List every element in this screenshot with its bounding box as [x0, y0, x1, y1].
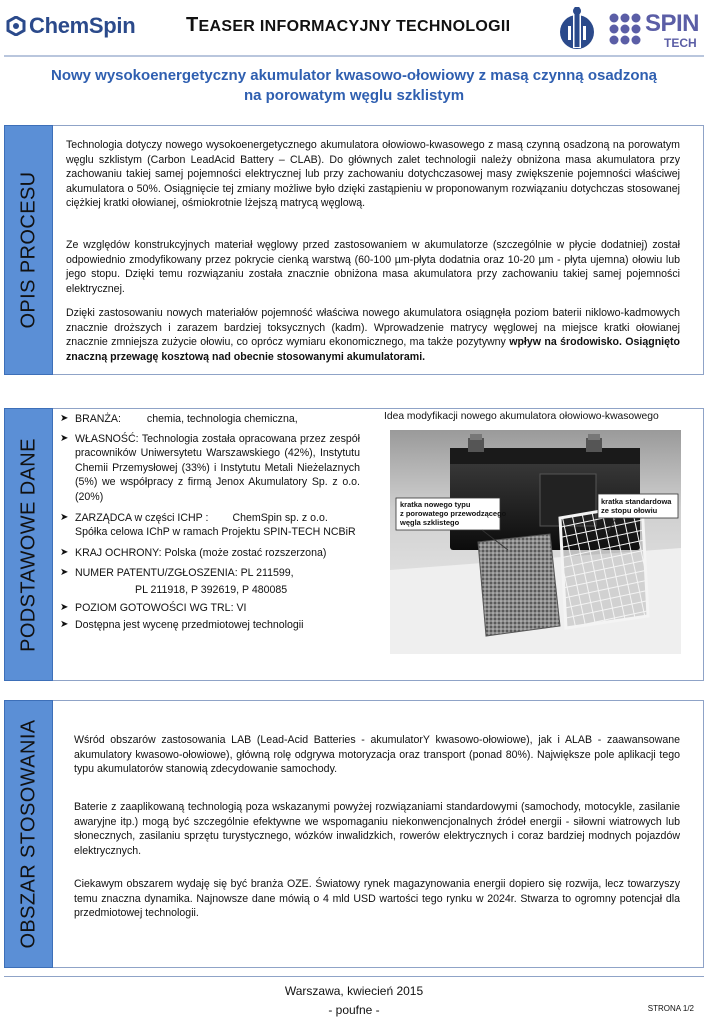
subtitle-line-1: Nowy wysokoenergetyczny akumulator kwasowo-ołowiowy z masą czynną osadzoną — [51, 67, 657, 84]
spin-brand: SPIN — [645, 10, 700, 37]
basic-data-list — [60, 412, 360, 639]
opis-p3-text: Dzięki zastosowaniu nowych materiałów pojemność właściwa nowego akumulatora osiągnęła poziom baterii niklowo-kadmowych znacznie droższych i zarazem bardziej toksycznych (kadm). Wprowadzenie matrycy węglowej na miejsce kratki ołowianej znacznie zmniejsza zużycie ołowiu, co oprócz wymiaru ekonomicznego, ma także pozytywny — [66, 307, 680, 349]
battery-photo — [390, 430, 681, 654]
section-label-dane: PODSTAWOWE DANE — [17, 437, 39, 652]
footer-confidential: - poufne - — [328, 1003, 380, 1017]
section-tab-obszar — [4, 700, 53, 968]
label-left-line-2: z porowatego przewodzącego — [400, 509, 507, 518]
kraj-text: KRAJ OCHRONY: Polska (może zostać rozszerzona) — [75, 546, 327, 559]
list-item — [60, 583, 360, 598]
page-number: STRONA 1/2 — [647, 1004, 694, 1013]
branza-value: chemia, technologia chemiczna, — [146, 413, 298, 425]
arrow-bullet-icon: ➤ — [60, 567, 69, 579]
arrow-bullet-icon: ➤ — [60, 432, 69, 444]
obszar-paragraph-2: Baterie z zaaplikowaną technologią poza wskazanymi powyżej rozwiązaniami standardowymi (samochody, motocykle, zasilanie awaryjne itp.) mogą być szczególnie efektywne we wspomaganiu niekonwencjonalnych źródeł energii - siłowni wiatrowych lub słonecznych, zasilaniu sprzętu turystycznego, wózków inwalidzkich, rowerów elektrycznych i coraz bardziej modnych pojazdów elektrycznych. — [74, 801, 680, 857]
footer-divider — [4, 976, 704, 977]
subtitle-line-2: na porowatym węglu szklistym — [243, 87, 465, 104]
list-item — [60, 546, 360, 561]
label-left-line-1: kratka nowego typu — [400, 500, 471, 509]
tech-brand: TECH — [664, 36, 697, 50]
label-right-line-2: ze stopu ołowiu — [601, 506, 658, 515]
arrow-bullet-icon: ➤ — [60, 546, 69, 558]
arrow-bullet-icon: ➤ — [60, 601, 69, 613]
header — [0, 0, 708, 58]
title-cap: T — [186, 14, 199, 36]
header-divider — [4, 55, 704, 57]
wycena-text: Dostępna jest wycenę przedmiotowej technologii — [75, 619, 304, 632]
label-right-line-1: kratka standardowa — [601, 497, 672, 506]
university-logo-icon — [558, 6, 596, 52]
arrow-bullet-icon: ➤ — [60, 413, 69, 424]
document-subtitle — [20, 66, 688, 106]
branza-label: BRANŻA: — [75, 413, 121, 425]
label-left-line-3: węgla szklistego — [400, 518, 460, 527]
section-label-opis: OPIS PROCESU — [17, 171, 39, 329]
list-item — [60, 511, 360, 540]
section-tab-dane — [4, 408, 53, 681]
hexagon-icon — [6, 16, 26, 36]
title-part-1: EASER — [198, 18, 260, 35]
section-label-obszar: OBSZAR STOSOWANIA — [17, 719, 39, 949]
list-item — [60, 601, 360, 616]
opis-paragraph-1: Technologia dotyczy nowego wysokoenergetycznego akumulatora ołowiowo-kwasowego z masą czynną osadzoną na porowatym węglu szklistym (Carbon LeadAcid Battery – CLAB). Do głównych zalet technologii należy obniżona masa akumulatora przy zachowaniu takiej samej pojemności elektrycznej lub przy zachowaniu dotychczasowej masy zwiększenie pojemności właściwej akumulatora o 50%. Osiągnięcie tej zmiany możliwe było dzięki zastąpieniu w proponowanym rozwiązaniu dotychczas stosowanej ciężkiej kratki ołowianej, ośmiokrotnie lżejszą matrycą węglową. — [66, 139, 680, 210]
chemspin-brand: ChemSpin — [29, 13, 136, 38]
battery-illustration — [390, 430, 681, 654]
chemspin-logo — [6, 12, 135, 40]
footer-place-date: Warszawa, kwiecień 2015 — [284, 984, 424, 998]
arrow-bullet-icon: ➤ — [60, 511, 69, 523]
arrow-bullet-icon: ➤ — [60, 619, 69, 631]
spin-tech-logo — [608, 10, 704, 54]
section-tab-opis — [4, 125, 53, 375]
wlasnosc-text: WŁASNOŚĆ: Technologia została opracowana przez zespół pracowników Uniwersytetu Warszawskiego (42%), Instytutu Chemii Przemysłowej (33%) i Instytutu Metali Nieżelaznych (5%) we współpracy z firmą Jenox Akumulatory Sp. z o.o. (20%) — [75, 432, 360, 503]
zarzadca-label: ZARZĄDCA w części ICHP : — [75, 511, 209, 524]
page-title — [186, 14, 510, 37]
title-part-3: TECHNOLOGII — [395, 18, 511, 35]
zarzadca-value: ChemSpin sp. z o.o. Spółka celowa IChP w ramach Projektu SPIN-TECH NCBiR — [75, 511, 356, 539]
opis-paragraph-3 — [66, 306, 680, 364]
trl-text: POZIOM GOTOWOŚCI WG TRL: VI — [75, 601, 247, 614]
obszar-paragraph-1: Wśród obszarów zastosowania LAB (Lead-Acid Batteries - akumulatorY kwasowo-ołowiowe), jak i ALAB - zaawansowane akumulatory kwasowo-ołowiowe), główną rolę odgrywa motoryzacja oraz transport (ponad 80%). Największe pole aplikacji tego typu akumulatorów stanowią zdecydowanie samochody. — [74, 734, 680, 776]
list-item — [60, 618, 360, 633]
title-part-2: INFORMACYJNY — [259, 18, 396, 35]
list-item — [60, 566, 360, 581]
opis-paragraph-2: Ze względów konstrukcyjnych materiał węglowy przed zastosowaniem w akumulatorze (szczególnie w płycie dodatniej) został odpowiednio zmodyfikowany przez pokrycie cienką warstwą (60-100 µm-płyta dodatnia oraz 10-20 µm - płyta ujemna) ołowiu lub jego stopu. Dzięki temu rozwiązaniu została znacznie obniżona masa akumulatora przy zachowaniu takiej samej pojemności elektrycznej. — [66, 239, 680, 295]
dots-icon — [608, 12, 648, 52]
patent-line-1: NUMER PATENTU/ZGŁOSZENIA: PL 211599, — [75, 567, 294, 580]
list-item — [60, 432, 360, 505]
figure-caption: Idea modyfikacji nowego akumulatora ołowiowo-kwasowego — [384, 411, 659, 422]
list-item — [60, 412, 360, 427]
obszar-paragraph-3: Ciekawym obszarem wydaję się być branża OZE. Światowy rynek magazynowania energii dopiero się rozwija, lecz towarzyszy temu znaczna dynamika. Najnowsze dane mówią o 4 mld USD wartości tego rynku w 2024r. Stwarza to ogromny potencjał dla przedmiotowej technologii. — [74, 878, 680, 920]
patent-line-2: PL 211918, P 392619, P 480085 — [135, 583, 288, 596]
opis-p3-bold: wpływ na środowisko. Osiągnięto znaczną przewagę kosztową nad obecnie stosowanymi akumulatorami. — [66, 336, 680, 363]
